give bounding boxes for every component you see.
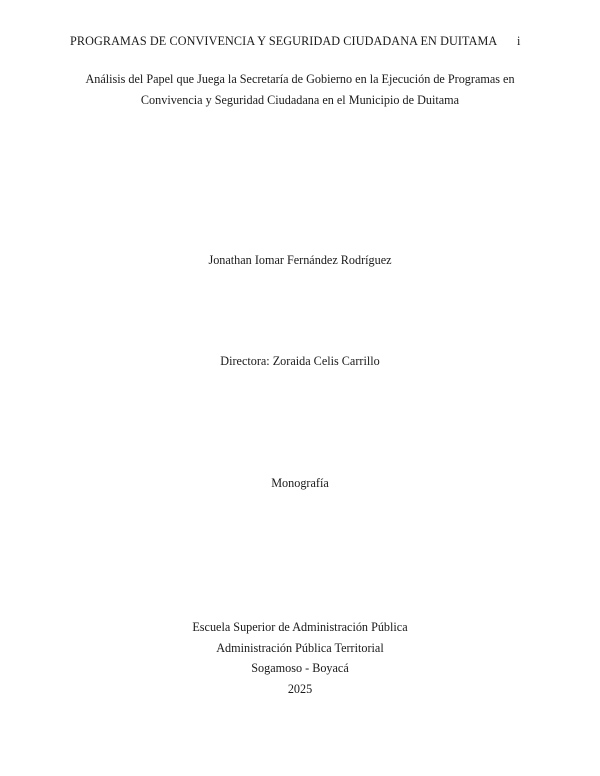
location: Sogamoso - Boyacá [251, 661, 349, 675]
director-name: Directora: Zoraida Celis Carrillo [220, 354, 380, 368]
running-head: PROGRAMAS DE CONVIVENCIA Y SEGURIDAD CIUDADANA EN DUITAMA [70, 34, 498, 48]
title-line-1: Análisis del Papel que Juega la Secretaría de Gobierno en la Ejecución de Programas en [85, 72, 515, 86]
year: 2025 [287, 681, 313, 696]
title-line-2: Convivencia y Seguridad Ciudadana en el Municipio de Duitama [140, 93, 460, 107]
document-title [70, 69, 530, 111]
document-type: Monografía [271, 476, 329, 490]
institution-block [70, 617, 530, 699]
page-number: i [517, 34, 521, 48]
school-name: Escuela Superior de Administración Pública [192, 620, 408, 634]
program-name: Administración Pública Territorial [216, 640, 384, 655]
author-name: Jonathan Iomar Fernández Rodríguez [208, 253, 392, 267]
